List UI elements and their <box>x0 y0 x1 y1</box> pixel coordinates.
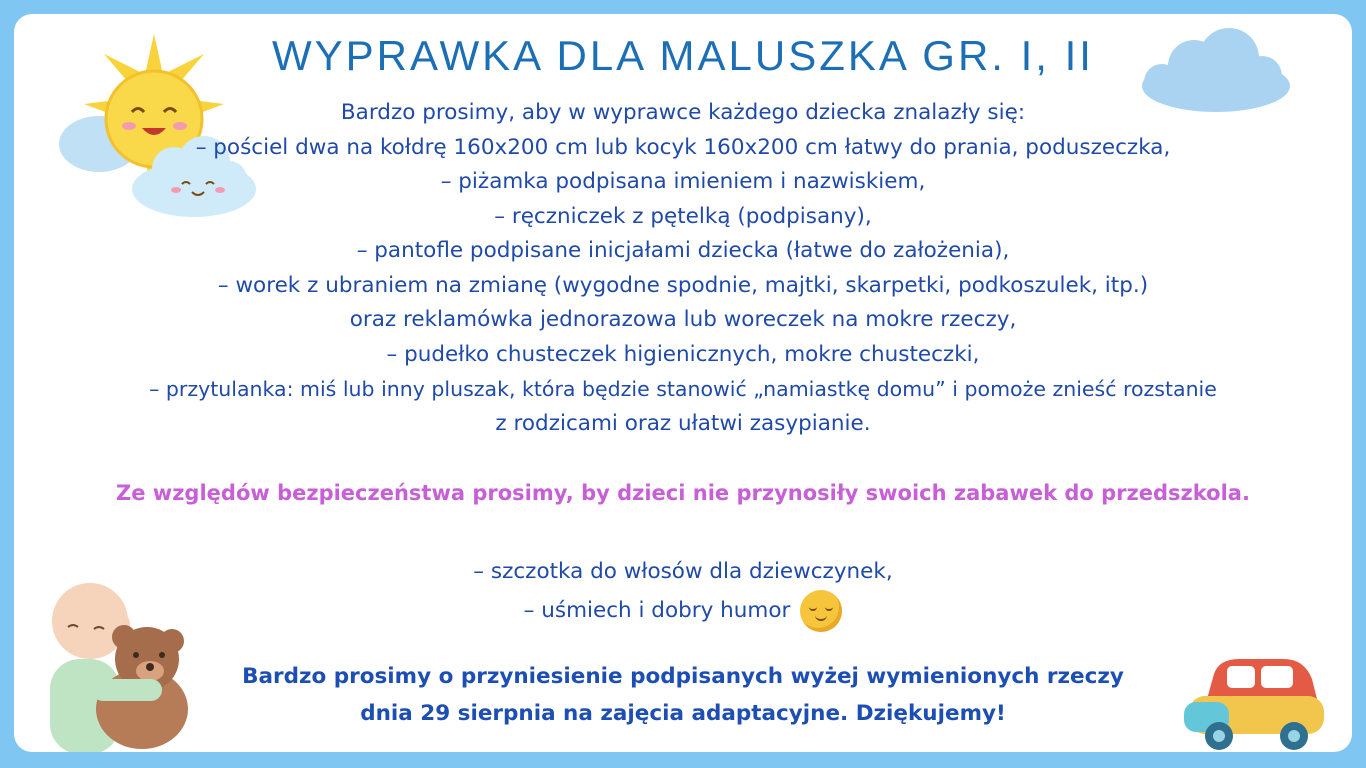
closing-note <box>14 658 1352 732</box>
smiley-icon <box>800 590 842 632</box>
list-item: – pudełko chusteczek higienicznych, mokre chusteczki, <box>386 341 980 367</box>
wyprawka-list <box>14 96 1352 441</box>
intro-line: Bardzo prosimy, aby w wyprawce każdego dziecka znalazły się: <box>340 100 1026 125</box>
page-title: WYPRAWKA DLA MALUSZKA GR. I, II <box>272 32 1094 79</box>
list-item: – pantofle podpisane inicjałami dziecka (łatwe do założenia), <box>356 238 1010 263</box>
list-item: – szczotka do włosów dla dziewczynek, <box>473 559 893 584</box>
list-item: z rodzicami oraz ułatwi zasypianie. <box>495 410 871 436</box>
closing-line: Bardzo prosimy o przyniesienie podpisanych wyżej wymienionych rzeczy <box>242 664 1124 689</box>
safety-warning: Ze względów bezpieczeństwa prosimy, by dzieci nie przynosiły swoich zabawek do przedszkola. <box>116 481 1250 505</box>
closing-line: dnia 29 sierpnia na zajęcia adaptacyjne. Dziękujemy! <box>360 701 1006 726</box>
page-card <box>14 14 1352 752</box>
list-item: – ręczniczek z pętelką (podpisany), <box>494 203 872 229</box>
list-item: – przytulanka: miś lub inny pluszak, która będzie stanowić „namiastkę domu” i pomoże znieść rozstanie <box>149 377 1217 401</box>
list-item <box>14 590 1352 632</box>
list-item-text: – uśmiech i dobry humor <box>523 598 791 623</box>
list-item: – worek z ubraniem na zmianę (wygodne spodnie, majtki, skarpetki, podkoszulek, itp.) <box>217 272 1149 298</box>
list-item: – pościel dwa na kołdrę 160x200 cm lub kocyk 160x200 cm łatwy do prania, poduszeczka, <box>195 134 1171 160</box>
list-item: – piżamka podpisana imieniem i nazwiskiem, <box>440 169 926 194</box>
list-item: oraz reklamówka jednorazowa lub woreczek na mokre rzeczy, <box>349 307 1017 332</box>
extras-list <box>14 554 1352 632</box>
